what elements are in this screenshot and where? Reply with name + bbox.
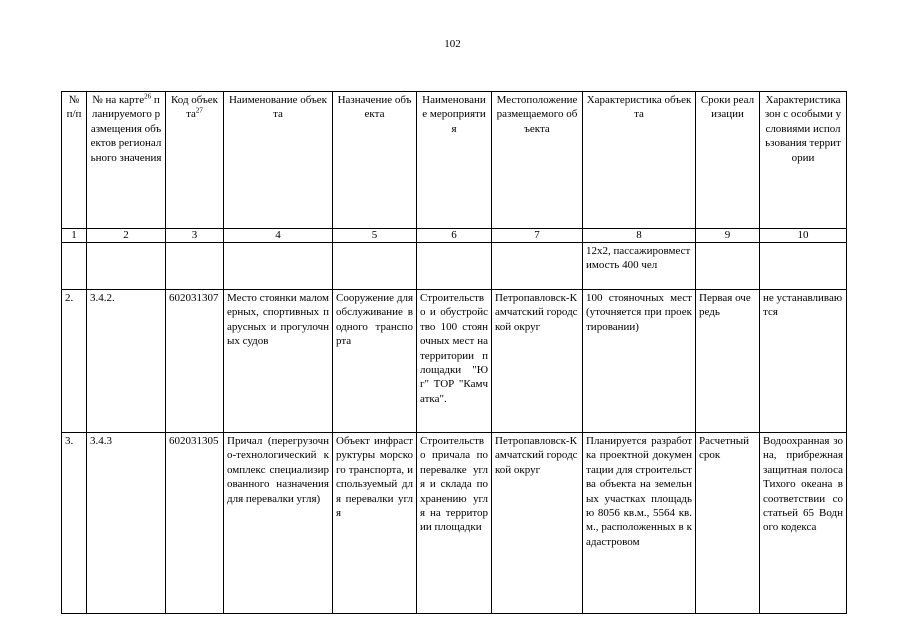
cell-zones: не устанавливаются [760, 290, 847, 433]
cell-map-no: 3.4.3 [87, 433, 166, 614]
column-number: 4 [224, 229, 333, 243]
cell-location: Петропавловск-Камчатский городской округ [492, 433, 583, 614]
cell-purpose [333, 243, 417, 290]
column-number: 9 [696, 229, 760, 243]
cell-characteristic: 12х2, пассажировместимость 400 чел [583, 243, 696, 290]
table-row [62, 290, 847, 433]
cell-code: 602031305 [166, 433, 224, 614]
cell-map-no: 3.4.2. [87, 290, 166, 433]
cell-num [62, 243, 87, 290]
cell-zones [760, 243, 847, 290]
cell-name: Место стоянки маломерных, спортивных парусных и прогулочных судов [224, 290, 333, 433]
column-number: 3 [166, 229, 224, 243]
header-cell-name: Наименование объекта [224, 92, 333, 229]
cell-location: Петропавловск-Камчатский городской округ [492, 290, 583, 433]
cell-event: Строительство причала по перевалке угля и склада по хранению угля на территории площадки [417, 433, 492, 614]
cell-num: 2. [62, 290, 87, 433]
cell-name [224, 243, 333, 290]
column-number-row [62, 229, 847, 243]
header-cell-characteristic: Характеристика объекта [583, 92, 696, 229]
cell-event: Строительство и обустройство 100 стояночных мест на территории площадки "Юг" ТОР "Камчатка". [417, 290, 492, 433]
cell-terms: Расчетный срок [696, 433, 760, 614]
footnote-ref-27: 27 [195, 106, 203, 115]
cell-map-no [87, 243, 166, 290]
header-cell-code: Код объекта$^{27}$ [166, 92, 224, 229]
header-cell-purpose: Назначение объекта [333, 92, 417, 229]
cell-code [166, 243, 224, 290]
table-row [62, 433, 847, 614]
column-number: 1 [62, 229, 87, 243]
column-number: 2 [87, 229, 166, 243]
header-cell-zones: Характеристика зон с особыми условиями использования территории [760, 92, 847, 229]
header-cell-num: № п/п [62, 92, 87, 229]
column-number: 8 [583, 229, 696, 243]
column-number: 5 [333, 229, 417, 243]
column-number: 10 [760, 229, 847, 243]
cell-characteristic: Планируется разработка проектной документации для строительства объекта на земельных участках площадью 8056 кв.м., 5564 кв.м., расположенных в кадастровом [583, 433, 696, 614]
table-row-continuation [62, 243, 847, 290]
header-cell-map-no: № на карте$^{26}$ планируемого размещения объектов регионального значения [87, 92, 166, 229]
cell-characteristic: 100 стояночных мест (уточняется при проектировании) [583, 290, 696, 433]
cell-zones: Водоохранная зона, прибрежная защитная полоса Тихого океана в соответствии со статьей 65 Водного кодекса [760, 433, 847, 614]
footnote-ref-26: 26 [144, 92, 152, 101]
cell-terms [696, 243, 760, 290]
cell-num: 3. [62, 433, 87, 614]
cell-purpose: Объект инфраструктуры морского транспорта, используемый для перевалки угля [333, 433, 417, 614]
header-cell-event: Наименование мероприятия [417, 92, 492, 229]
header-cell-location: Местоположение размещаемого объекта [492, 92, 583, 229]
column-number: 7 [492, 229, 583, 243]
header-cell-terms: Сроки реализации [696, 92, 760, 229]
cell-code: 602031307 [166, 290, 224, 433]
objects-table [61, 91, 847, 614]
cell-purpose: Сооружение для обслуживание водного транспорта [333, 290, 417, 433]
table-header-row [62, 92, 847, 229]
cell-name: Причал (перегрузочно-технологический комплекс специализированного назначения для перевалки угля) [224, 433, 333, 614]
column-number: 6 [417, 229, 492, 243]
cell-terms: Первая очередь [696, 290, 760, 433]
cell-location [492, 243, 583, 290]
page-number: 102 [444, 38, 461, 50]
cell-event [417, 243, 492, 290]
